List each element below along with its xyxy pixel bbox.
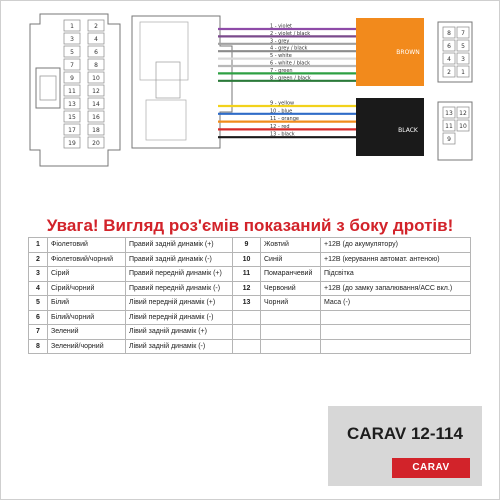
table-cell [261, 310, 321, 325]
connector-pin-number: 3 [70, 36, 74, 43]
footer-panel [328, 406, 482, 486]
connector-pin-number: 17 [68, 127, 76, 134]
table-cell: 3 [29, 267, 48, 282]
brown-wire-label: 4 - grey / black [270, 45, 308, 52]
table-cell: Зелений/чорний [48, 339, 126, 354]
black-wire-label: 13 - black [270, 131, 295, 138]
table-cell [261, 325, 321, 340]
table-cell: Лівий задній динамік (-) [126, 339, 233, 354]
table-cell: Підсвітка [321, 267, 471, 282]
table-cell [321, 310, 471, 325]
plug-outline [132, 16, 232, 148]
table-cell: 7 [29, 325, 48, 340]
connector-pin-number: 14 [92, 101, 100, 108]
table-cell: Жовтий [261, 238, 321, 253]
table-cell: Червоний [261, 281, 321, 296]
pinout-table [28, 237, 471, 354]
table-cell: 12 [233, 281, 261, 296]
table-row [29, 310, 471, 325]
table-cell: Лівий передній динамік (-) [126, 310, 233, 325]
table-cell: Білий [48, 296, 126, 311]
black-pin-number: 12 [459, 110, 467, 117]
table-cell: 8 [29, 339, 48, 354]
black-pin-number: 11 [445, 123, 453, 130]
black-wire-label: 11 - orange [270, 116, 299, 123]
brown-pin-number: 7 [461, 30, 465, 37]
table-cell: 13 [233, 296, 261, 311]
table-row [29, 339, 471, 354]
table-cell: Білий/чорний [48, 310, 126, 325]
model-number: CARAV 12-114 [347, 424, 463, 443]
table-cell [321, 339, 471, 354]
table-cell: +12В (до акумулятору) [321, 238, 471, 253]
connector-pin-number: 7 [70, 62, 74, 69]
connector-latch-inner [40, 76, 56, 100]
connector-pin-number: 16 [92, 114, 100, 121]
brown-wire-label: 6 - white / black [270, 60, 310, 67]
brown-pin-number: 8 [447, 30, 451, 37]
black-pin-number: 13 [445, 110, 453, 117]
table-row [29, 325, 471, 340]
table-cell: 4 [29, 281, 48, 296]
black-wire-label: 10 - blue [270, 108, 293, 115]
brown-pin-number: 6 [447, 43, 451, 50]
table-cell: Лівий передній динамік (+) [126, 296, 233, 311]
connector-pin-number: 1 [70, 23, 74, 30]
table-cell: 10 [233, 252, 261, 267]
table-cell: Помаранчевий [261, 267, 321, 282]
table-cell: Синій [261, 252, 321, 267]
table-cell: Зелений [48, 325, 126, 340]
brown-pin-number: 3 [461, 56, 465, 63]
connector-pin-number: 18 [92, 127, 100, 134]
brown-wire-label: 3 - grey [270, 38, 290, 45]
brown-pin-number: 2 [447, 69, 451, 76]
brown-pin-number: 1 [461, 69, 465, 76]
wiring-diagram [0, 0, 500, 200]
connector-pin-number: 5 [70, 49, 74, 56]
table-row [29, 252, 471, 267]
connector-pin-number: 11 [68, 88, 76, 95]
connector-pin-number: 6 [94, 49, 98, 56]
connector-pin-number: 19 [68, 140, 76, 147]
table-cell [321, 325, 471, 340]
table-cell: Правий передній динамік (+) [126, 267, 233, 282]
brown-wire-label: 5 - white [270, 53, 292, 60]
table-cell: 6 [29, 310, 48, 325]
connector-pin-number: 15 [68, 114, 76, 121]
table-cell [233, 339, 261, 354]
table-cell: Маса (-) [321, 296, 471, 311]
table-cell: Правий передній динамік (-) [126, 281, 233, 296]
table-cell: Правий задній динамік (-) [126, 252, 233, 267]
black-wire-label: 12 - red [270, 123, 290, 130]
table-row [29, 238, 471, 253]
brown-wire-label: 7 - green [270, 67, 293, 74]
table-cell: Правий задній динамік (+) [126, 238, 233, 253]
table-cell [233, 310, 261, 325]
table-row [29, 281, 471, 296]
warning-text: Увага! Вигляд роз'ємів показаний з боку дротів! [46, 216, 454, 235]
table-cell [233, 325, 261, 340]
connector-pin-number: 10 [92, 75, 100, 82]
table-cell: Сірий [48, 267, 126, 282]
connector-pin-number: 20 [92, 140, 100, 147]
brown-wire-label: 2 - violet / black [270, 30, 311, 37]
black-pin-number: 9 [447, 136, 451, 143]
table-cell: Фіолетовий [48, 238, 126, 253]
table-cell: 2 [29, 252, 48, 267]
brown-block-label: BROWN [396, 49, 420, 56]
table-cell: 5 [29, 296, 48, 311]
table-cell: Сірий/чорний [48, 281, 126, 296]
table-row [29, 296, 471, 311]
table-row [29, 267, 471, 282]
table-cell: 11 [233, 267, 261, 282]
table-cell: 9 [233, 238, 261, 253]
connector-pin-number: 12 [92, 88, 100, 95]
table-cell: Чорний [261, 296, 321, 311]
brown-wire-label: 8 - green / black [270, 75, 311, 82]
table-cell: +12В (до замку запалювання/АСС вкл.) [321, 281, 471, 296]
table-cell [261, 339, 321, 354]
brown-pin-number: 4 [447, 56, 451, 63]
table-cell: Фіолетовий/чорний [48, 252, 126, 267]
black-wire-label: 9 - yellow [270, 100, 295, 107]
connector-pin-number: 2 [94, 23, 98, 30]
brown-wire-label: 1 - violet [270, 23, 292, 30]
black-pin-number: 10 [459, 123, 467, 130]
table-cell: Лівий задній динамік (+) [126, 325, 233, 340]
connector-pin-number: 13 [68, 101, 76, 108]
black-block-label: BLACK [398, 127, 418, 134]
brown-pin-number: 5 [461, 43, 465, 50]
table-cell: +12В (керування автомат. антеною) [321, 252, 471, 267]
connector-pin-number: 4 [94, 36, 98, 43]
connector-pin-number: 9 [70, 75, 74, 82]
carav-logo: CARAV [392, 458, 470, 478]
connector-pin-number: 8 [94, 62, 98, 69]
table-cell: 1 [29, 238, 48, 253]
